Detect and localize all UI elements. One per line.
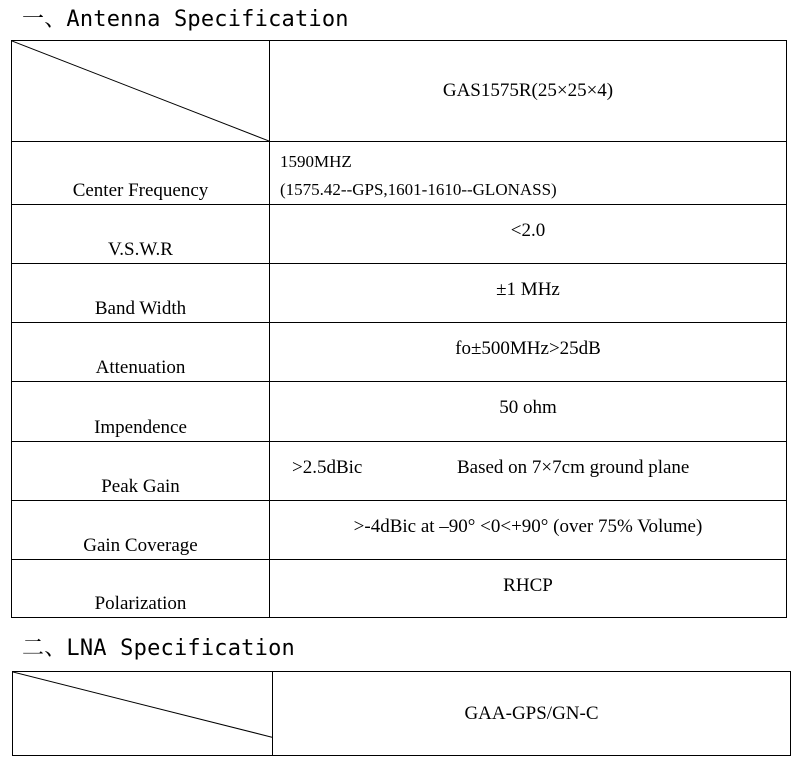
row-label-polarization: Polarization: [12, 560, 270, 618]
lna-model: GAA-GPS/GN-C: [273, 672, 791, 756]
row-label-center-frequency: Center Frequency: [12, 142, 270, 205]
peak-gain-note: Based on 7×7cm ground plane: [457, 457, 690, 478]
polarization-value: RHCP: [270, 560, 787, 618]
vswr-value: <2.0: [270, 205, 787, 264]
band-width-value: ±1 MHz: [270, 264, 787, 323]
impendence-value: 50 ohm: [270, 382, 787, 442]
row-label-gain-coverage: Gain Coverage: [12, 501, 270, 560]
center-frequency-line2: (1575.42--GPS,1601-1610--GLONASS): [280, 180, 557, 199]
lna-diagonal-line: [13, 672, 272, 755]
lna-header-diagonal-cell: [13, 672, 273, 756]
row-label-attenuation: Attenuation: [12, 323, 270, 382]
row-label-band-width: Band Width: [12, 264, 270, 323]
header-diagonal-cell: [12, 41, 270, 142]
row-label-vswr: V.S.W.R: [12, 205, 270, 264]
antenna-model: GAS1575R(25×25×4): [270, 41, 787, 142]
center-frequency-line1: 1590MHZ: [280, 152, 352, 171]
lna-spec-table: [12, 671, 791, 756]
row-label-peak-gain: Peak Gain: [12, 442, 270, 501]
attenuation-value: fo±500MHz>25dB: [270, 323, 787, 382]
row-label-impendence: Impendence: [12, 382, 270, 442]
antenna-spec-table: [11, 40, 787, 618]
peak-gain-value: [270, 442, 787, 501]
diagonal-line: [12, 41, 269, 141]
antenna-spec-heading: 一、Antenna Specification: [22, 7, 349, 32]
gain-coverage-value: >-4dBic at –90° <0<+90° (over 75% Volume): [270, 501, 787, 560]
lna-spec-heading: 二、LNA Specification: [22, 636, 295, 661]
center-frequency-value: [270, 142, 787, 205]
peak-gain-number: >2.5dBic: [292, 457, 363, 478]
